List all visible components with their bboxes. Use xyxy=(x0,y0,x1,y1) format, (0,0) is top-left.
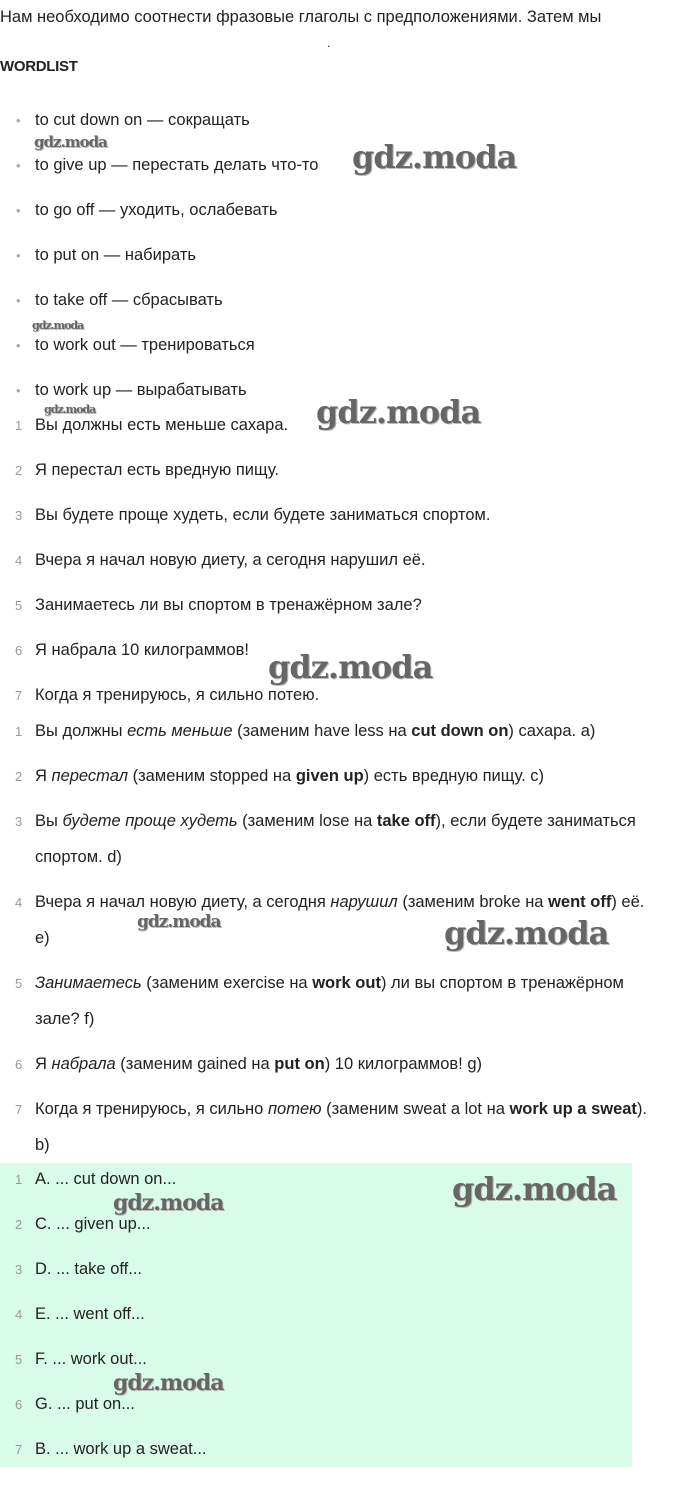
translation-highlight: есть меньше xyxy=(127,722,233,740)
answer-text: B. ... work up a sweat... xyxy=(35,1440,207,1458)
item-number: 5 xyxy=(15,976,23,991)
text-segment: (заменим have less на xyxy=(232,722,412,740)
item-number: 1 xyxy=(15,418,23,433)
text-segment: ) ли вы спортом в тренажёрном зале? f) xyxy=(35,974,624,1028)
item-number: 2 xyxy=(15,769,23,784)
dot: . xyxy=(327,36,331,50)
explanation-text xyxy=(35,758,655,794)
item-number: 7 xyxy=(15,688,23,703)
watermark: gdz.moda xyxy=(316,393,481,431)
watermark: gdz.moda xyxy=(137,912,221,932)
text-segment: Вы должны xyxy=(35,722,128,740)
item-number: 1 xyxy=(15,1172,23,1187)
bullet-icon: • xyxy=(16,293,21,308)
bullet-icon: • xyxy=(16,203,21,218)
bullet-icon: • xyxy=(16,338,21,353)
wordlist-item-text: to put on — набирать xyxy=(35,246,196,264)
wordlist-item-text: to cut down on — сокращать xyxy=(35,111,250,129)
sentence-text: Когда я тренируюсь, я сильно потею. xyxy=(35,686,320,704)
wordlist-item-text: to work out — тренироваться xyxy=(35,336,255,354)
item-number: 1 xyxy=(15,724,23,739)
item-number: 5 xyxy=(15,598,23,613)
item-number: 5 xyxy=(15,1352,23,1367)
translation-highlight: нарушил xyxy=(330,893,398,911)
sentence-text: Я набрала 10 килограммов! xyxy=(35,641,249,659)
answer-text: F. ... work out... xyxy=(35,1350,147,1368)
bullet-icon: • xyxy=(16,248,21,263)
wordlist-item-text: to go off — уходить, ослабевать xyxy=(35,201,278,219)
text-segment: ). b) xyxy=(35,1100,648,1154)
text-segment: Я xyxy=(35,767,52,785)
text-segment: (заменим exercise на xyxy=(141,974,313,992)
wordlist-title: WORDLIST xyxy=(0,58,78,75)
wordlist-item-text: to work up — вырабатывать xyxy=(35,381,247,399)
sentence-text: Занимаетесь ли вы спортом в тренажёрном зале? xyxy=(35,596,422,614)
phrasal-verb: work up a sweat xyxy=(509,1100,637,1118)
translation-highlight: набрала xyxy=(51,1055,116,1073)
explanation-text xyxy=(35,1046,655,1082)
phrasal-verb: work out xyxy=(312,974,381,992)
explanation-text xyxy=(35,965,655,1037)
sentence-text: Вы должны есть меньше сахара. xyxy=(35,416,289,434)
watermark: gdz.moda xyxy=(113,1190,224,1216)
watermark: gdz.moda xyxy=(268,648,433,686)
explanation-text xyxy=(35,803,655,875)
text-segment: (заменим stopped на xyxy=(128,767,296,785)
bullet-icon: • xyxy=(16,158,21,173)
text-segment: Вы xyxy=(35,812,63,830)
text-segment: ) 10 килограммов! g) xyxy=(324,1055,482,1073)
item-number: 4 xyxy=(15,1307,23,1322)
translation-highlight: потею xyxy=(267,1100,322,1118)
text-segment: (заменим broke на xyxy=(397,893,549,911)
wordlist-item-text: to take off — сбрасывать xyxy=(35,291,223,309)
item-number: 4 xyxy=(15,895,23,910)
text-segment: (заменим sweat a lot на xyxy=(321,1100,510,1118)
bullet-icon: • xyxy=(16,113,21,128)
watermark: gdz.moda xyxy=(44,403,96,416)
item-number: 6 xyxy=(15,1397,23,1412)
phrasal-verb: put on xyxy=(274,1055,325,1073)
watermark: gdz.moda xyxy=(352,138,517,176)
phrasal-verb: went off xyxy=(548,893,612,911)
item-number: 6 xyxy=(15,1057,23,1072)
answer-text: G. ... put on... xyxy=(35,1395,135,1413)
item-number: 3 xyxy=(15,1262,23,1277)
watermark: gdz.moda xyxy=(113,1370,224,1396)
answer-text: C. ... given up... xyxy=(35,1215,151,1233)
item-number: 7 xyxy=(15,1102,23,1117)
text-segment: ), если будете заниматься спортом. d) xyxy=(35,812,636,866)
item-number: 3 xyxy=(15,508,23,523)
item-number: 2 xyxy=(15,1217,23,1232)
answer-text: D. ... take off... xyxy=(35,1260,142,1278)
phrasal-verb: take off xyxy=(376,812,436,830)
text-segment: Вчера я начал новую диету, а сегодня xyxy=(35,893,331,911)
text-segment: Когда я тренируюсь, я сильно xyxy=(35,1100,268,1118)
phrasal-verb: given up xyxy=(295,767,364,785)
text-segment: ) её. e) xyxy=(35,893,645,947)
bullet-icon: • xyxy=(16,383,21,398)
translation-highlight: будете проще худеть xyxy=(62,812,238,830)
watermark: gdz.moda xyxy=(34,133,107,151)
translation-highlight: перестал xyxy=(51,767,129,785)
item-number: 4 xyxy=(15,553,23,568)
sentence-text: Вы будете проще худеть, если будете заниматься спортом. xyxy=(35,506,491,524)
explanation-text xyxy=(35,713,655,749)
translation-highlight: Занимаетесь xyxy=(35,974,142,992)
watermark: gdz.moda xyxy=(444,914,609,952)
phrasal-verb: cut down on xyxy=(411,722,509,740)
watermark: gdz.moda xyxy=(32,319,84,332)
item-number: 3 xyxy=(15,814,23,829)
watermark: gdz.moda xyxy=(452,1170,617,1208)
text-segment: ) есть вредную пищу. c) xyxy=(363,767,545,785)
text-segment: (заменим gained на xyxy=(115,1055,275,1073)
text-segment: (заменим lose на xyxy=(237,812,377,830)
item-number: 2 xyxy=(15,463,23,478)
item-number: 7 xyxy=(15,1442,23,1457)
item-number: 6 xyxy=(15,643,23,658)
answer-text: A. ... cut down on... xyxy=(35,1170,177,1188)
sentence-text: Вчера я начал новую диету, а сегодня нарушил её. xyxy=(35,551,426,569)
text-segment: ) сахара. a) xyxy=(508,722,596,740)
wordlist-item-text: to give up — перестать делать что-то xyxy=(35,156,319,174)
text-segment: Я xyxy=(35,1055,52,1073)
explanation-text xyxy=(35,1091,655,1163)
sentence-text: Я перестал есть вредную пищу. xyxy=(35,461,279,479)
intro-text: Нам необходимо соотнести фразовые глаголы с предположениями. Затем мы xyxy=(0,8,602,26)
answer-text: E. ... went off... xyxy=(35,1305,145,1323)
